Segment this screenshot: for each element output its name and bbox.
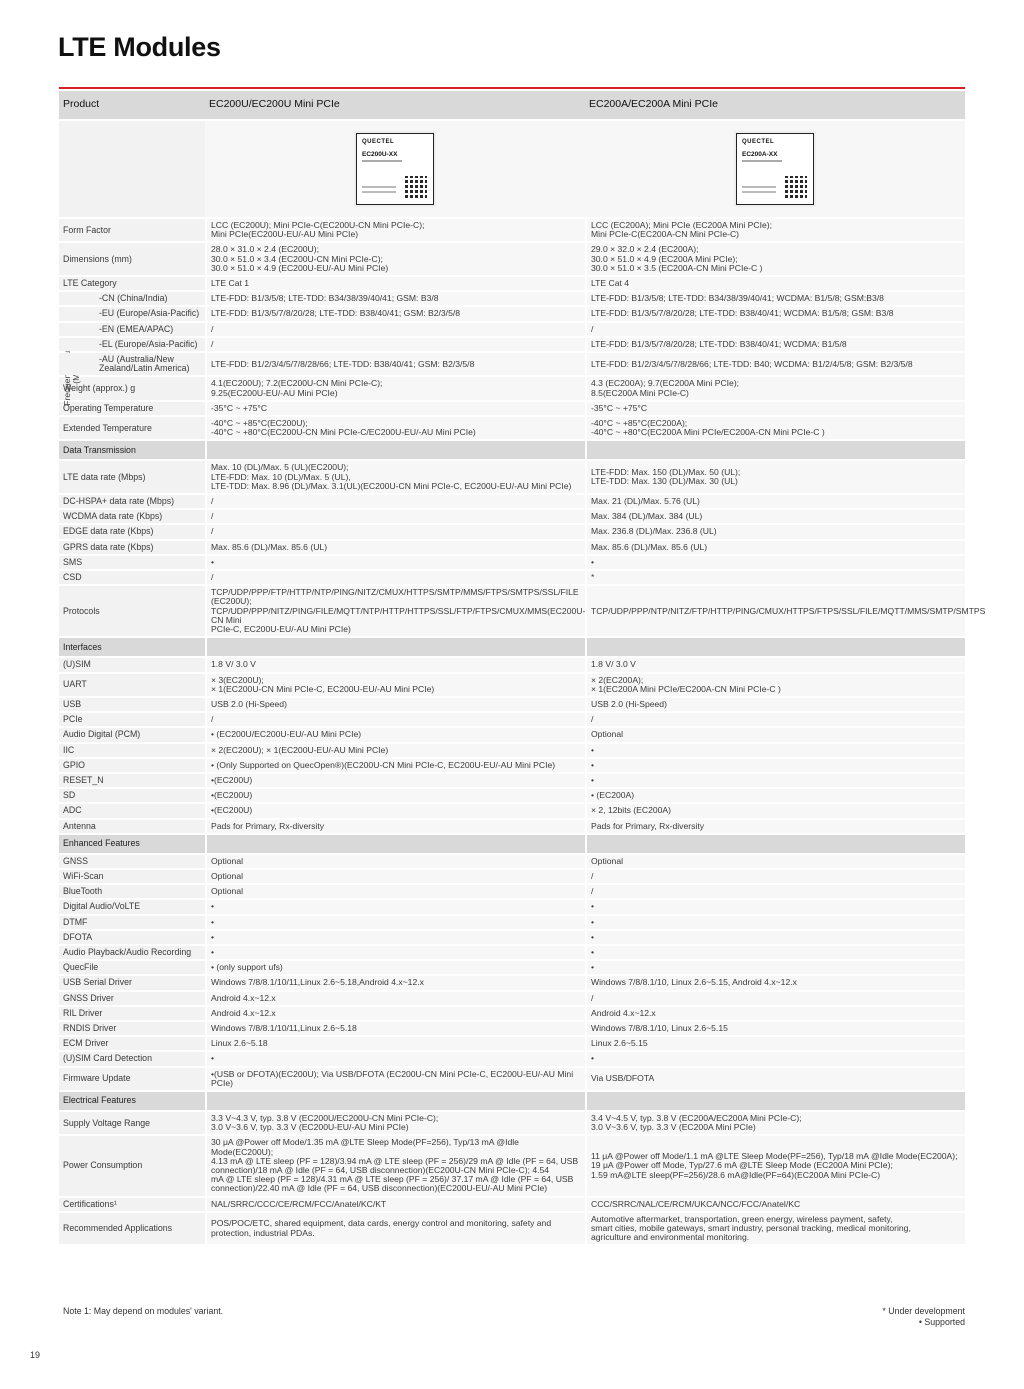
ec200a-value: 11 μA @Power off Mode/1.1 mA @LTE Sleep Mode(PF=256), Typ/18 mA @Idle Mode(EC200A); 19 μA @Power off Mode, Typ/27.6 mA @LTE Sleep Mode (EC200A Mini PCIe); 1.59 mA@LTE sleep(PF=256)/28.6 mA@Idle(PF=64)(EC200A Mini PCIe-C) xyxy=(585,1136,965,1195)
spec-table xyxy=(59,89,986,1246)
table-row xyxy=(59,804,965,817)
ec200a-value: Automotive aftermarket, transportation, green energy, wireless payment, safety, smart cities, mobile gateways, smart industry, personal tracking, medical monitoring, agriculture and environmental monitoring. xyxy=(585,1213,965,1245)
ec200a-value: • (EC200A) xyxy=(585,789,965,802)
row-label: Protocols xyxy=(59,586,205,636)
ec200u-value: LTE-FDD: B1/2/3/4/5/7/8/28/66; LTE-TDD: B38/40/41; GSM: B2/3/5/8 xyxy=(205,353,585,375)
section-title: Electrical Features xyxy=(59,1092,205,1110)
table-row xyxy=(59,820,965,833)
row-label: DTMF xyxy=(59,916,205,929)
footnote: Note 1: May depend on modules' variant. xyxy=(63,1306,224,1316)
table-row xyxy=(59,307,965,320)
table-row xyxy=(59,885,965,898)
table-row xyxy=(59,571,965,584)
row-label: Weight (approx.) g xyxy=(59,377,205,399)
ec200a-value: Optional xyxy=(585,728,965,741)
section-header-row xyxy=(59,441,965,459)
ec200u-value: Windows 7/8/8.1/10/11,Linux 2.6~5.18 xyxy=(205,1022,585,1035)
row-label: UART xyxy=(59,674,205,696)
product-image-row xyxy=(59,121,965,217)
ec200a-value: × 2, 12bits (EC200A) xyxy=(585,804,965,817)
header-ec200u: EC200U/EC200U Mini PCIe xyxy=(205,91,585,119)
ec200u-value: Optional xyxy=(205,870,585,883)
ec200a-value: Via USB/DFOTA xyxy=(585,1068,965,1090)
ec200a-value: Max. 85.6 (DL)/Max. 85.6 (UL) xyxy=(585,541,965,554)
ec200u-value: •(USB or DFOTA)(EC200U); Via USB/DFOTA (EC200U-CN Mini PCIe-C, EC200U-EU/-AU Mini PCIe) xyxy=(205,1068,585,1090)
ec200u-value: POS/POC/ETC, shared equipment, data cards, energy control and monitoring, safety and protection, industrial PDAs. xyxy=(205,1213,585,1245)
ec200a-value: LTE-FDD: B1/3/5/8; LTE-TDD: B34/38/39/40/41; WCDMA: B1/5/8; GSM:B3/8 xyxy=(585,292,965,305)
row-label: IIC xyxy=(59,744,205,757)
ec200a-image-cell xyxy=(585,121,965,217)
row-label: ADC xyxy=(59,804,205,817)
ec200a-value: • xyxy=(585,556,965,569)
table-row xyxy=(59,510,965,523)
table-row xyxy=(59,541,965,554)
row-label: CSD xyxy=(59,571,205,584)
ec200u-value: Max. 10 (DL)/Max. 5 (UL)(EC200U); LTE-FDD: Max. 10 (DL)/Max. 5 (UL), LTE-TDD: Max. 8.96 (DL)/Max. 3.1(UL)(EC200U-CN Mini PCIe-C, EC200U-EU/-AU Mini PCIe) xyxy=(205,461,585,493)
table-row xyxy=(59,961,965,974)
legend xyxy=(882,1306,965,1328)
ec200a-value: LTE Cat 4 xyxy=(585,277,965,290)
ec200u-value: 30 μA @Power off Mode/1.35 mA @LTE Sleep Mode(PF=256), Typ/13 mA @Idle Mode(EC200U); 4.13 mA @ LTE sleep (PF = 128)/3.94 mA @ LTE sleep (PF = 256)/29 mA @ Idle (PF = 64, USB connection)/18 mA @ Idle (PF = 64, USB disconnection)(EC200U-CN Mini PCIe-C); 4.54 mA @ LTE sleep (PF = 128)/4.31 mA @ LTE sleep (PF = 256)/ 37.17 mA @ Idle (PF = 64, USB connection)/22.40 mA @ Idle (PF = 64, USB disconnection)(EC200U-EU/-AU Mini PCIe) xyxy=(205,1136,585,1195)
row-label: RNDIS Driver xyxy=(59,1022,205,1035)
ec200a-value: * xyxy=(585,571,965,584)
ec200a-value: Max. 21 (DL)/Max. 5.76 (UL) xyxy=(585,495,965,508)
table-row xyxy=(59,900,965,913)
row-label: Audio Digital (PCM) xyxy=(59,728,205,741)
section-spacer xyxy=(585,441,965,459)
ec200u-image-cell xyxy=(205,121,585,217)
ec200a-value: 29.0 × 32.0 × 2.4 (EC200A); 30.0 × 51.0 × 4.9 (EC200A Mini PCIe); 30.0 × 51.0 × 3.5 (EC200A-CN Mini PCIe-C ) xyxy=(585,243,965,275)
ec200a-value: • xyxy=(585,931,965,944)
band-label: -CN (China/India) xyxy=(99,293,168,304)
ec200u-value: Android 4.x~12.x xyxy=(205,992,585,1005)
row-label: ECM Driver xyxy=(59,1037,205,1050)
ec200a-value: • xyxy=(585,946,965,959)
ec200a-value: -35°C ~ +75°C xyxy=(585,402,965,415)
table-header-row xyxy=(59,91,965,119)
qr-code-icon xyxy=(785,176,807,198)
band-label: -EU (Europe/Asia-Pacific) xyxy=(99,308,200,319)
qr-code-icon xyxy=(405,176,427,198)
ec200u-value: LTE-FDD: B1/3/5/8; LTE-TDD: B34/38/39/40/41; GSM: B3/8 xyxy=(205,292,585,305)
table-row xyxy=(59,1037,965,1050)
row-label: GNSS Driver xyxy=(59,992,205,1005)
ec200a-value: 3.4 V~4.5 V, typ. 3.8 V (EC200A/EC200A Mini PCIe-C); 3.0 V~3.6 V, typ. 3.3 V (EC200A Mini PCIe) xyxy=(585,1112,965,1134)
table-row xyxy=(59,946,965,959)
row-label: EDGE data rate (Kbps) xyxy=(59,525,205,538)
section-title: Data Transmission xyxy=(59,441,205,459)
ec200a-value: USB 2.0 (Hi-Speed) xyxy=(585,698,965,711)
page-number: 19 xyxy=(30,1350,41,1360)
section-spacer xyxy=(205,638,585,656)
ec200u-value: LTE Cat 1 xyxy=(205,277,585,290)
table-row xyxy=(59,774,965,787)
table-row xyxy=(59,759,965,772)
table-row xyxy=(59,728,965,741)
ec200u-value: × 3(EC200U); × 1(EC200U-CN Mini PCIe-C, EC200U-EU/-AU Mini PCIe) xyxy=(205,674,585,696)
page-title: LTE Modules xyxy=(58,32,221,62)
row-label: (U)SIM xyxy=(59,658,205,671)
table-row xyxy=(59,243,965,275)
table-row xyxy=(59,744,965,757)
row-label: WiFi-Scan xyxy=(59,870,205,883)
ec200a-value: / xyxy=(585,870,965,883)
quectel-logo: QUECTEL xyxy=(742,139,775,145)
section-header-row xyxy=(59,835,965,853)
ec200a-value: • xyxy=(585,759,965,772)
section-spacer xyxy=(585,835,965,853)
ec200u-value: • xyxy=(205,916,585,929)
table-row xyxy=(59,353,965,375)
legend-under-development: * Under development xyxy=(882,1306,965,1316)
ec200u-value: / xyxy=(205,338,585,351)
ec200a-value: / xyxy=(585,713,965,726)
ec200u-value: • xyxy=(205,556,585,569)
ec200u-value: LTE-FDD: B1/3/5/7/8/20/28; LTE-TDD: B38/40/41; GSM: B2/3/5/8 xyxy=(205,307,585,320)
row-label: Certifications¹ xyxy=(59,1198,205,1211)
ec200a-value: Max. 384 (DL)/Max. 384 (UL) xyxy=(585,510,965,523)
section-title: Enhanced Features xyxy=(59,835,205,853)
band-row-label xyxy=(59,338,205,351)
ec200u-value: 4.1(EC200U); 7.2(EC200U-CN Mini PCIe-C); 9.25(EC200U-EU/-AU Mini PCIe) xyxy=(205,377,585,399)
ec200u-value: Windows 7/8/8.1/10/11,Linux 2.6~5.18,Android 4.x~12.x xyxy=(205,976,585,989)
table-row xyxy=(59,1052,965,1065)
row-label: Extended Temperature xyxy=(59,417,205,439)
band-label: -EL (Europe/Asia-Pacific) xyxy=(99,338,198,349)
table-row xyxy=(59,698,965,711)
header-ec200a: EC200A/EC200A Mini PCIe xyxy=(585,91,965,119)
ec200u-value: Android 4.x~12.x xyxy=(205,1007,585,1020)
table-row xyxy=(59,323,965,336)
row-label: GPRS data rate (Kbps) xyxy=(59,541,205,554)
ec200u-value: / xyxy=(205,510,585,523)
ec200a-value: LCC (EC200A); Mini PCIe (EC200A Mini PCIe); Mini PCIe-C(EC200A-CN Mini PCIe-C) xyxy=(585,219,965,241)
row-label: Power Consumption xyxy=(59,1136,205,1195)
ec200u-value: Optional xyxy=(205,885,585,898)
table-row xyxy=(59,931,965,944)
table-row xyxy=(59,586,965,636)
row-label: Firmware Update xyxy=(59,1068,205,1090)
table-row xyxy=(59,1136,965,1195)
row-label: Dimensions (mm) xyxy=(59,243,205,275)
ec200a-value: / xyxy=(585,323,965,336)
ec200u-value: Optional xyxy=(205,855,585,868)
row-label: PCIe xyxy=(59,713,205,726)
table-row xyxy=(59,870,965,883)
ec200a-value: • xyxy=(585,916,965,929)
module-model-label: EC200U-XX xyxy=(362,151,398,158)
table-row xyxy=(59,377,965,399)
section-header-row xyxy=(59,638,965,656)
ec200a-value: Optional xyxy=(585,855,965,868)
section-spacer xyxy=(585,638,965,656)
row-label: SD xyxy=(59,789,205,802)
header-product: Product xyxy=(59,91,205,119)
ec200u-value: • xyxy=(205,1052,585,1065)
ec200a-value: Linux 2.6~5.15 xyxy=(585,1037,965,1050)
table-row xyxy=(59,713,965,726)
table-row xyxy=(59,556,965,569)
quectel-logo: QUECTEL xyxy=(362,139,395,145)
ec200a-value: Windows 7/8/8.1/10, Linux 2.6~5.15 xyxy=(585,1022,965,1035)
table-row xyxy=(59,789,965,802)
table-row xyxy=(59,277,965,290)
ec200u-value: / xyxy=(205,571,585,584)
ec200u-value: Pads for Primary, Rx-diversity xyxy=(205,820,585,833)
ec200a-value: Pads for Primary, Rx-diversity xyxy=(585,820,965,833)
ec200a-value: 4.3 (EC200A); 9.7(EC200A Mini PCIe); 8.5(EC200A Mini PCIe-C) xyxy=(585,377,965,399)
ec200u-value: / xyxy=(205,525,585,538)
row-label: SMS xyxy=(59,556,205,569)
table-row xyxy=(59,1112,965,1134)
band-row-label xyxy=(59,353,205,375)
ec200a-value: • xyxy=(585,900,965,913)
band-label: -EN (EMEA/APAC) xyxy=(99,323,174,334)
row-label: Antenna xyxy=(59,820,205,833)
ec200a-value: • xyxy=(585,744,965,757)
ec200u-value: NAL/SRRC/CCC/CE/RCM/FCC/Anatel/KC/KT xyxy=(205,1198,585,1211)
band-label: -AU (Australia/New Zealand/Latin America) xyxy=(99,354,190,374)
section-spacer xyxy=(205,441,585,459)
section-title: Interfaces xyxy=(59,638,205,656)
band-row-label xyxy=(59,292,205,305)
section-header-row xyxy=(59,1092,965,1110)
ec200a-value: × 2(EC200A); × 1(EC200A Mini PCIe/EC200A-CN Mini PCIe-C ) xyxy=(585,674,965,696)
table-row xyxy=(59,674,965,696)
ec200u-value: LCC (EC200U); Mini PCIe-C(EC200U-CN Mini PCIe-C); Mini PCIe(EC200U-EU/-AU Mini PCIe) xyxy=(205,219,585,241)
ec200a-value: 1.8 V/ 3.0 V xyxy=(585,658,965,671)
ec200a-value: Max. 236.8 (DL)/Max. 236.8 (UL) xyxy=(585,525,965,538)
table-row xyxy=(59,658,965,671)
row-label: GNSS xyxy=(59,855,205,868)
ec200a-value: • xyxy=(585,774,965,787)
row-label: RIL Driver xyxy=(59,1007,205,1020)
ec200a-value: • xyxy=(585,1052,965,1065)
ec200a-module-image xyxy=(736,133,814,205)
table-row xyxy=(59,338,965,351)
section-spacer xyxy=(205,835,585,853)
row-label: DC-HSPA+ data rate (Mbps) xyxy=(59,495,205,508)
row-label: Operating Temperature xyxy=(59,402,205,415)
ec200a-value: LTE-FDD: B1/2/3/4/5/7/8/28/66; LTE-TDD: B40; WCDMA: B1/2/4/5/8; GSM: B2/3/5/8 xyxy=(585,353,965,375)
table-row xyxy=(59,1198,965,1211)
row-label: WCDMA data rate (Kbps) xyxy=(59,510,205,523)
table-row xyxy=(59,219,965,241)
row-label: RESET_N xyxy=(59,774,205,787)
table-row xyxy=(59,525,965,538)
row-label: Recommended Applications xyxy=(59,1213,205,1245)
row-label: LTE data rate (Mbps) xyxy=(59,461,205,493)
ec200u-value: • (EC200U/EC200U-EU/-AU Mini PCIe) xyxy=(205,728,585,741)
ec200u-value: 28.0 × 31.0 × 2.4 (EC200U); 30.0 × 51.0 × 3.4 (EC200U-CN Mini PCIe-C); 30.0 × 51.0 × 4.9 (EC200U-EU/-AU Mini PCIe) xyxy=(205,243,585,275)
ec200u-value: • xyxy=(205,946,585,959)
table-row xyxy=(59,292,965,305)
row-label: Audio Playback/Audio Recording xyxy=(59,946,205,959)
table-row xyxy=(59,1007,965,1020)
row-label: Digital Audio/VoLTE xyxy=(59,900,205,913)
ec200u-value: USB 2.0 (Hi-Speed) xyxy=(205,698,585,711)
table-row xyxy=(59,992,965,1005)
row-label: QuecFile xyxy=(59,961,205,974)
table-row xyxy=(59,976,965,989)
ec200u-value: •(EC200U) xyxy=(205,789,585,802)
table-row xyxy=(59,916,965,929)
ec200a-value: CCC/SRRC/NAL/CE/RCM/UKCA/NCC/FCC/Anatel/KC xyxy=(585,1198,965,1211)
row-label: DFOTA xyxy=(59,931,205,944)
row-label: USB xyxy=(59,698,205,711)
band-row-label xyxy=(59,307,205,320)
row-label: GPIO xyxy=(59,759,205,772)
table-row xyxy=(59,1068,965,1090)
band-row-label xyxy=(59,323,205,336)
ec200a-value: LTE-FDD: B1/3/5/7/8/20/28; LTE-TDD: B38/40/41; WCDMA: B1/5/8 xyxy=(585,338,965,351)
ec200a-value: LTE-FDD: B1/3/5/7/8/20/28; LTE-TDD: B38/40/41; WCDMA: B1/5/8; GSM: B3/8 xyxy=(585,307,965,320)
ec200a-value: / xyxy=(585,992,965,1005)
ec200u-value: -35°C ~ +75°C xyxy=(205,402,585,415)
ec200u-value: / xyxy=(205,713,585,726)
ec200u-value: • (Only Supported on QuecOpen®)(EC200U-CN Mini PCIe-C, EC200U-EU/-AU Mini PCIe) xyxy=(205,759,585,772)
table-row xyxy=(59,1022,965,1035)
module-model-label: EC200A-XX xyxy=(742,151,778,158)
row-label: Form Factor xyxy=(59,219,205,241)
section-spacer xyxy=(205,1092,585,1110)
ec200a-value: LTE-FDD: Max. 150 (DL)/Max. 50 (UL); LTE-TDD: Max. 130 (DL)/Max. 30 (UL) xyxy=(585,461,965,493)
row-label: (U)SIM Card Detection xyxy=(59,1052,205,1065)
row-label: USB Serial Driver xyxy=(59,976,205,989)
ec200u-value: • xyxy=(205,900,585,913)
ec200u-value: -40°C ~ +85°C(EC200U); -40°C ~ +80°C(EC200U-CN Mini PCIe-C/EC200U-EU/-AU Mini PCIe) xyxy=(205,417,585,439)
ec200u-value: Max. 85.6 (DL)/Max. 85.6 (UL) xyxy=(205,541,585,554)
ec200u-value: 1.8 V/ 3.0 V xyxy=(205,658,585,671)
table-row xyxy=(59,855,965,868)
ec200u-value: • xyxy=(205,931,585,944)
table-row xyxy=(59,417,965,439)
section-spacer xyxy=(585,1092,965,1110)
legend-supported: • Supported xyxy=(918,1317,965,1327)
ec200u-value: TCP/UDP/PPP/FTP/HTTP/NTP/PING/NITZ/CMUX/HTTPS/SMTP/MMS/FTPS/SMTPS/SSL/FILE (EC200U); TCP/UDP/PPP/NITZ/PING/FILE/MQTT/NTP/HTTP/HTTPS/SSL/FTP/FTPS/CMUX/MMS(EC200U-CN Mini PCIe-C, EC200U-EU/-AU Mini PCIe) xyxy=(205,586,585,636)
ec200u-value: × 2(EC200U); × 1(EC200U-EU/-AU Mini PCIe) xyxy=(205,744,585,757)
ec200u-value: / xyxy=(205,323,585,336)
table-row xyxy=(59,495,965,508)
ec200u-value: •(EC200U) xyxy=(205,774,585,787)
ec200a-value: Android 4.x~12.x xyxy=(585,1007,965,1020)
table-row xyxy=(59,461,965,493)
ec200u-module-image xyxy=(356,133,434,205)
ec200a-value: Windows 7/8/8.1/10, Linux 2.6~5.15, Android 4.x~12.x xyxy=(585,976,965,989)
table-row xyxy=(59,402,965,415)
image-row-label xyxy=(59,121,205,217)
ec200u-value: Linux 2.6~5.18 xyxy=(205,1037,585,1050)
ec200a-value: TCP/UDP/PPP/NTP/NITZ/FTP/HTTP/PING/CMUX/HTTPS/FTPS/SSL/FILE/MQTT/MMS/SMTP/SMTPS xyxy=(585,586,965,636)
ec200u-value: / xyxy=(205,495,585,508)
table-row xyxy=(59,1213,965,1245)
row-label: LTE Category xyxy=(59,277,205,290)
ec200u-value: • (only support ufs) xyxy=(205,961,585,974)
ec200u-value: 3.3 V~4.3 V, typ. 3.8 V (EC200U/EC200U-CN Mini PCIe-C); 3.0 V~3.6 V, typ. 3.3 V (EC200U-EU/-AU Mini PCIe) xyxy=(205,1112,585,1134)
ec200a-value: / xyxy=(585,885,965,898)
ec200u-value: •(EC200U) xyxy=(205,804,585,817)
row-label: BlueTooth xyxy=(59,885,205,898)
ec200a-value: • xyxy=(585,961,965,974)
ec200a-value: -40°C ~ +85°C(EC200A); -40°C ~ +80°C(EC200A Mini PCIe/EC200A-CN Mini PCIe-C ) xyxy=(585,417,965,439)
row-label: Supply Voltage Range xyxy=(59,1112,205,1134)
